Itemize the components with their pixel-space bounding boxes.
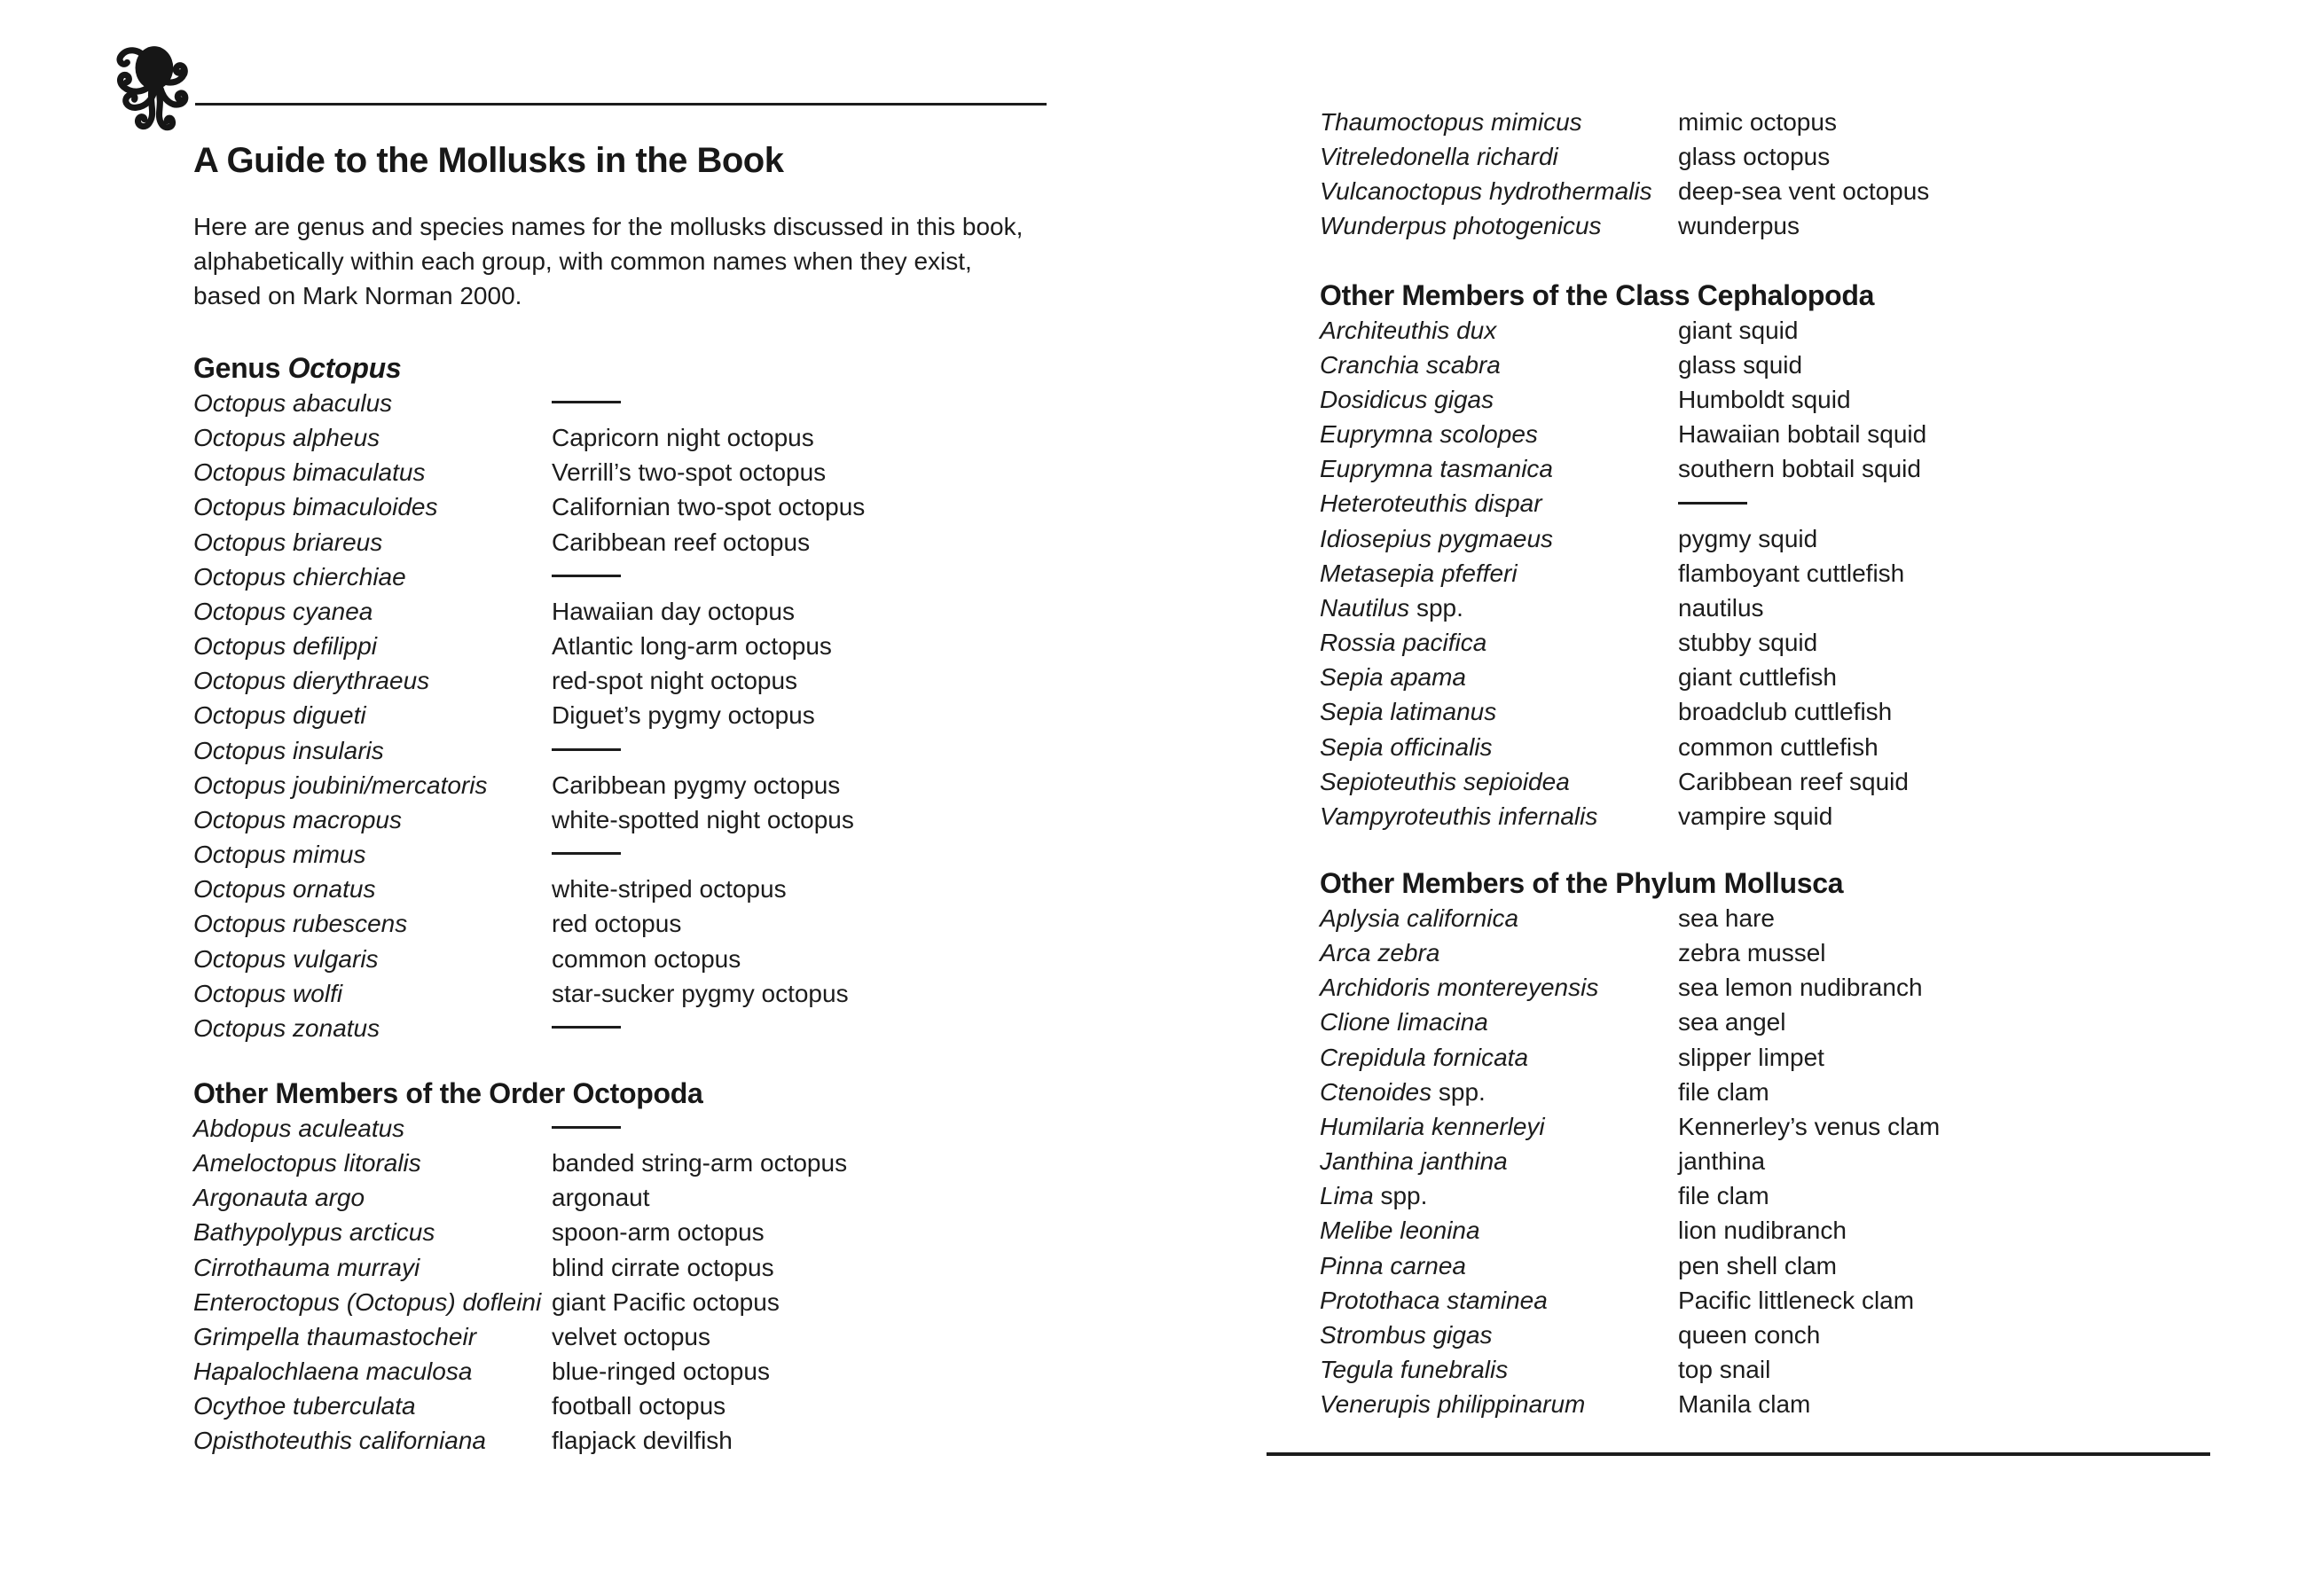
common-name: mimic octopus xyxy=(1678,108,1837,136)
scientific-name: Opisthoteuthis californiana xyxy=(193,1427,486,1455)
species-row xyxy=(193,768,1187,802)
species-row xyxy=(193,1011,1187,1045)
common-name: broadclub cuttlefish xyxy=(1678,698,1893,726)
species-row xyxy=(193,1250,1187,1285)
species-row xyxy=(1320,1283,2306,1318)
common-name: Hawaiian bobtail squid xyxy=(1678,420,1927,449)
species-row xyxy=(193,455,1187,489)
species-row xyxy=(193,1389,1187,1423)
common-name: sea lemon nudibranch xyxy=(1678,974,1923,1002)
scientific-name: Dosidicus gigas xyxy=(1320,385,1494,413)
species-row xyxy=(193,1111,1187,1146)
common-name: slipper limpet xyxy=(1678,1043,1824,1071)
species-row xyxy=(193,420,1187,455)
species-row xyxy=(1320,901,2306,935)
dash-mark xyxy=(552,748,621,751)
footer-rule xyxy=(1267,1452,2210,1456)
species-list-genus-octopus xyxy=(193,386,1187,1045)
scientific-name: Octopus bimaculatus xyxy=(193,458,426,487)
species-list-octopoda-page2 xyxy=(1320,105,2306,244)
common-name: Kennerley’s venus clam xyxy=(1678,1112,1941,1140)
common-name: vampire squid xyxy=(1678,802,1833,830)
species-list-cephalopoda xyxy=(1320,313,2306,833)
species-row xyxy=(1320,660,2306,694)
scientific-name: Vampyroteuthis infernalis xyxy=(1320,802,1598,830)
scientific-name: Nautilus spp. xyxy=(1320,593,1463,622)
section-heading-genus-octopus xyxy=(193,350,1187,386)
species-row xyxy=(1320,1040,2306,1075)
common-name: nautilus xyxy=(1678,593,1764,622)
scientific-name: Humilaria kennerleyi xyxy=(1320,1112,1545,1140)
species-row xyxy=(193,629,1187,663)
dash-mark xyxy=(552,401,621,403)
common-name: file clam xyxy=(1678,1077,1769,1106)
species-row xyxy=(193,837,1187,872)
common-name: Californian two-spot octopus xyxy=(552,493,866,521)
scientific-name: Cirrothauma murrayi xyxy=(193,1253,420,1281)
species-row xyxy=(1320,1352,2306,1387)
intro-line: based on Mark Norman 2000. xyxy=(193,282,522,309)
scientific-name: Octopus cyanea xyxy=(193,597,373,625)
section-heading-mollusca: Other Members of the Phylum Mollusca xyxy=(1320,866,1844,899)
species-row xyxy=(1320,105,2306,139)
species-row xyxy=(193,559,1187,594)
no-common-name-dash xyxy=(1678,486,1747,520)
section-heading-cephalopoda: Other Members of the Class Cephalopoda xyxy=(1320,278,1875,311)
common-name: blue-ringed octopus xyxy=(552,1357,770,1386)
scientific-name: Wunderpus photogenicus xyxy=(1320,212,1602,240)
common-name: deep-sea vent octopus xyxy=(1678,177,1930,206)
species-row xyxy=(193,489,1187,524)
species-row xyxy=(193,698,1187,732)
scientific-name: Enteroctopus (Octopus) dofleini xyxy=(193,1287,542,1316)
no-common-name-dash xyxy=(552,1011,621,1045)
scientific-name: Octopus macropus xyxy=(193,805,402,833)
scientific-name: Sepioteuthis sepioidea xyxy=(1320,767,1570,795)
right-page-column xyxy=(1320,105,2306,1421)
heading-plain-text: Genus xyxy=(193,352,288,384)
scientific-name: Octopus ornatus xyxy=(193,875,376,904)
species-row xyxy=(1320,1075,2306,1109)
scientific-name: Argonauta argo xyxy=(193,1184,365,1212)
scientific-name: Octopus chierchiae xyxy=(193,562,406,591)
scientific-name: Sepia officinalis xyxy=(1320,732,1493,761)
species-row xyxy=(193,1319,1187,1354)
species-row xyxy=(193,386,1187,420)
scientific-name: Bathypolypus arcticus xyxy=(193,1218,435,1247)
common-name: Caribbean pygmy octopus xyxy=(552,771,841,799)
scientific-name: Octopus insularis xyxy=(193,736,384,764)
species-abbreviation: spp. xyxy=(1409,593,1463,622)
species-row xyxy=(1320,486,2306,520)
common-name: red-spot night octopus xyxy=(552,667,798,695)
common-name: pen shell clam xyxy=(1678,1251,1837,1279)
scientific-name: Heteroteuthis dispar xyxy=(1320,489,1542,518)
species-row xyxy=(193,1215,1187,1249)
common-name: common cuttlefish xyxy=(1678,732,1879,761)
scientific-name: Idiosepius pygmaeus xyxy=(1320,524,1554,552)
no-common-name-dash xyxy=(552,1111,621,1146)
common-name: Caribbean reef squid xyxy=(1678,767,1909,795)
scientific-name: Octopus vulgaris xyxy=(193,944,379,973)
common-name: Capricorn night octopus xyxy=(552,424,814,452)
species-row xyxy=(193,594,1187,629)
common-name: zebra mussel xyxy=(1678,939,1826,967)
species-row xyxy=(1320,556,2306,591)
common-name: spoon-arm octopus xyxy=(552,1218,765,1247)
common-name: common octopus xyxy=(552,944,741,973)
scientific-name: Melibe leonina xyxy=(1320,1217,1480,1245)
scientific-name: Euprymna scolopes xyxy=(1320,420,1538,449)
scientific-name: Ameloctopus litoralis xyxy=(193,1149,421,1177)
common-name: giant cuttlefish xyxy=(1678,663,1837,692)
common-name: Verrill’s two-spot octopus xyxy=(552,458,827,487)
common-name: banded string-arm octopus xyxy=(552,1149,848,1177)
species-row xyxy=(1320,935,2306,970)
common-name: giant Pacific octopus xyxy=(552,1287,780,1316)
scientific-name: Octopus abaculus xyxy=(193,389,393,417)
species-row xyxy=(1320,208,2306,243)
scientific-name: Octopus mimus xyxy=(193,841,366,869)
species-row xyxy=(193,802,1187,837)
left-page-column xyxy=(193,140,1187,1459)
common-name: white-spotted night octopus xyxy=(552,805,854,833)
common-name: glass squid xyxy=(1678,350,1803,379)
common-name: queen conch xyxy=(1678,1320,1821,1349)
scientific-name: Protothaca staminea xyxy=(1320,1286,1548,1314)
scientific-name: Octopus digueti xyxy=(193,701,366,730)
species-row xyxy=(193,1423,1187,1458)
species-list-octopoda-page1 xyxy=(193,1111,1187,1459)
scientific-name: Euprymna tasmanica xyxy=(1320,455,1554,483)
species-row xyxy=(1320,417,2306,451)
species-row xyxy=(1320,313,2306,348)
species-row xyxy=(1320,1318,2306,1352)
common-name: argonaut xyxy=(552,1184,650,1212)
species-row xyxy=(193,942,1187,976)
common-name: Humboldt squid xyxy=(1678,385,1851,413)
header-rule xyxy=(195,103,1047,106)
common-name: star-sucker pygmy octopus xyxy=(552,979,849,1007)
scientific-name: Sepia apama xyxy=(1320,663,1467,692)
scientific-name: Aplysia californica xyxy=(1320,904,1519,932)
species-row xyxy=(193,976,1187,1011)
common-name: white-striped octopus xyxy=(552,875,787,904)
species-row xyxy=(193,872,1187,906)
scientific-name: Venerupis philippinarum xyxy=(1320,1390,1586,1419)
scientific-name: Metasepia pfefferi xyxy=(1320,559,1518,587)
common-name: pygmy squid xyxy=(1678,524,1818,552)
species-row xyxy=(1320,1387,2306,1421)
dash-mark xyxy=(552,575,621,577)
species-row xyxy=(193,525,1187,559)
intro-line: Here are genus and species names for the mollusks discussed in this book, xyxy=(193,213,1024,240)
heading-italic-text: Octopus xyxy=(287,352,402,384)
common-name: flapjack devilfish xyxy=(552,1427,733,1455)
common-name: velvet octopus xyxy=(552,1322,710,1350)
scientific-name: Octopus bimaculoides xyxy=(193,493,438,521)
no-common-name-dash xyxy=(552,386,621,420)
scientific-name: Lima spp. xyxy=(1320,1182,1428,1210)
species-row xyxy=(1320,1248,2306,1283)
scientific-name: Grimpella thaumastocheir xyxy=(193,1322,477,1350)
common-name: sea hare xyxy=(1678,904,1775,932)
species-row xyxy=(1320,591,2306,625)
scientific-name: Architeuthis dux xyxy=(1320,316,1497,344)
species-row xyxy=(1320,1178,2306,1213)
species-row xyxy=(1320,694,2306,729)
scientific-name: Octopus zonatus xyxy=(193,1013,380,1042)
dash-mark xyxy=(552,1026,621,1029)
scientific-name: Tegula funebralis xyxy=(1320,1356,1509,1383)
common-name: wunderpus xyxy=(1678,212,1800,240)
scientific-name: Octopus wolfi xyxy=(193,979,343,1007)
common-name: stubby squid xyxy=(1678,629,1818,657)
common-name: Atlantic long-arm octopus xyxy=(552,632,832,661)
species-row xyxy=(1320,1109,2306,1144)
species-row xyxy=(193,906,1187,941)
common-name: Pacific littleneck clam xyxy=(1678,1286,1915,1314)
dash-mark xyxy=(1678,502,1747,505)
common-name: Manila clam xyxy=(1678,1390,1811,1419)
scientific-name: Cranchia scabra xyxy=(1320,350,1501,379)
scientific-name: Octopus joubini/mercatoris xyxy=(193,771,488,799)
common-name: lion nudibranch xyxy=(1678,1217,1847,1245)
scientific-name: Thaumoctopus mimicus xyxy=(1320,108,1582,136)
scientific-name: Sepia latimanus xyxy=(1320,698,1497,726)
scientific-name: Pinna carnea xyxy=(1320,1251,1467,1279)
species-row xyxy=(1320,348,2306,382)
species-row xyxy=(193,1285,1187,1319)
species-row xyxy=(193,733,1187,768)
scientific-name: Octopus defilippi xyxy=(193,632,378,661)
section-heading-octopoda: Other Members of the Order Octopoda xyxy=(193,1076,703,1109)
species-row xyxy=(1320,625,2306,660)
scientific-name: Archidoris montereyensis xyxy=(1320,974,1599,1002)
common-name: janthina xyxy=(1678,1147,1766,1176)
scientific-name: Vitreledonella richardi xyxy=(1320,143,1558,171)
scientific-name: Abdopus aculeatus xyxy=(193,1114,405,1142)
dash-mark xyxy=(552,852,621,855)
common-name: top snail xyxy=(1678,1356,1771,1383)
species-row xyxy=(1320,382,2306,417)
common-name: Hawaiian day octopus xyxy=(552,597,795,625)
species-row xyxy=(193,1354,1187,1389)
scientific-name: Octopus briareus xyxy=(193,528,383,556)
species-row xyxy=(1320,451,2306,486)
common-name: Diguet’s pygmy octopus xyxy=(552,701,815,730)
species-row xyxy=(1320,730,2306,764)
species-row xyxy=(193,1146,1187,1180)
common-name: football octopus xyxy=(552,1392,726,1420)
species-row xyxy=(193,663,1187,698)
scientific-name: Strombus gigas xyxy=(1320,1320,1493,1349)
common-name: file clam xyxy=(1678,1182,1769,1210)
octopus-icon xyxy=(108,41,208,140)
common-name: sea angel xyxy=(1678,1008,1786,1037)
species-row xyxy=(1320,174,2306,208)
no-common-name-dash xyxy=(552,733,621,768)
scientific-name: Octopus alpheus xyxy=(193,424,380,452)
common-name: glass octopus xyxy=(1678,143,1831,171)
species-row xyxy=(1320,1144,2306,1178)
scientific-name: Clione limacina xyxy=(1320,1008,1488,1037)
scientific-name: Vulcanoctopus hydrothermalis xyxy=(1320,177,1652,206)
scientific-name: Janthina janthina xyxy=(1320,1147,1508,1176)
scientific-name: Arca zebra xyxy=(1320,939,1440,967)
species-row xyxy=(1320,139,2306,174)
common-name: red octopus xyxy=(552,910,682,938)
species-row xyxy=(1320,1213,2306,1248)
species-row xyxy=(1320,1005,2306,1039)
intro-line: alphabetically within each group, with common names when they exist, xyxy=(193,247,972,275)
scientific-name: Ctenoides spp. xyxy=(1320,1077,1486,1106)
scientific-name: Octopus dierythraeus xyxy=(193,667,430,695)
scientific-name: Rossia pacifica xyxy=(1320,629,1487,657)
common-name: giant squid xyxy=(1678,316,1799,344)
no-common-name-dash xyxy=(552,837,621,872)
scientific-name: Crepidula fornicata xyxy=(1320,1043,1529,1071)
intro-paragraph xyxy=(193,209,1187,313)
common-name: Caribbean reef octopus xyxy=(552,528,811,556)
page-title: A Guide to the Mollusks in the Book xyxy=(193,141,784,180)
species-abbreviation: spp. xyxy=(1431,1077,1486,1106)
no-common-name-dash xyxy=(552,559,621,594)
species-abbreviation: spp. xyxy=(1373,1182,1428,1210)
scientific-name: Octopus rubescens xyxy=(193,910,408,938)
common-name: blind cirrate octopus xyxy=(552,1253,774,1281)
common-name: southern bobtail squid xyxy=(1678,455,1921,483)
species-row xyxy=(193,1180,1187,1215)
species-list-mollusca xyxy=(1320,901,2306,1421)
species-row xyxy=(1320,521,2306,556)
dash-mark xyxy=(552,1126,621,1129)
common-name: flamboyant cuttlefish xyxy=(1678,559,1905,587)
species-row xyxy=(1320,970,2306,1005)
species-row xyxy=(1320,799,2306,833)
species-row xyxy=(1320,764,2306,799)
scientific-name: Ocythoe tuberculata xyxy=(193,1392,416,1420)
scientific-name: Hapalochlaena maculosa xyxy=(193,1357,473,1386)
